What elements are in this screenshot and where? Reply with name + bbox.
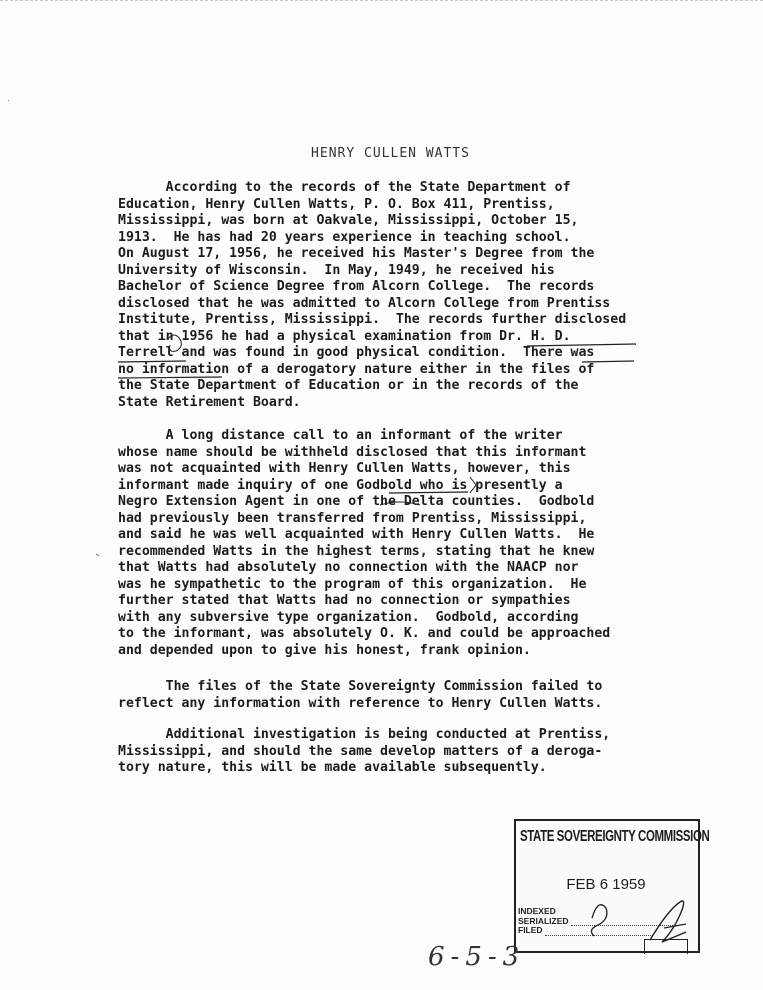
stamp-date: FEB 6 1959	[566, 876, 646, 893]
stamp-field-label: FILED	[518, 925, 543, 935]
document-title: HENRY CULLEN WATTS	[311, 146, 470, 161]
paragraph-records: According to the records of the State Department of Education, Henry Cullen Watts, P. O. Box 411, Prentiss, Mississippi, was born at Oakvale, Mississippi, October 15, 1913. He has had 20 years experience in teaching school. On August 17, 1956, he received his Master's Degree from the University of Wisconsin. In May, 1949, he received his Bachelor of Science Degree from Alcorn College. The records disclosed that he was admitted to Alcorn College from Prentiss Institute, Prentiss, Mississippi. The records further disclosed that in 1956 he had a physical examination from Dr. H. D. Terrell and was found in good physical condition. There was no information of a derogatory nature either in the files of the State Department of Education or in the records of the State Retirement Board.	[118, 180, 627, 410]
paragraph-informant: A long distance call to an informant of the writer whose name should be withheld disclosed that this informant was not acquainted with Henry Cullen Watts, however, this informant made inquiry of one Godbold who is presently a Negro Extension Agent in one of the Delta counties. Godbold had previously been transferred from Prentiss, Mississippi, and said he was well acquainted with Henry Cullen Watts. He recommended Watts in the highest terms, stating that he knew that Watts had absolutely no connection with the NAACP nor was he sympathetic to the program of this organization. He further stated that Watts had no connection or sympathies with any subversive type organization. Godbold, according to the informant, was absolutely O. K. and could be approached and depended upon to give his honest, frank opinion.	[118, 428, 611, 658]
stamp-field-label: INDEXED	[518, 906, 556, 916]
stamp-field-label: SERIALIZED	[518, 915, 569, 926]
paragraph-additional-investigation: Additional investigation is being conducted at Prentiss, Mississippi, and should the same develop matters of a deroga- tory nature, this will be made available subsequently.	[118, 727, 611, 775]
stamp-header: STATE SOVEREIGNTY COMMISSION	[520, 829, 710, 846]
handwritten-file-number: 6-5-3	[428, 942, 526, 972]
paragraph-commission-files: The files of the State Sovereignty Commission failed to reflect any information with reference to Henry Cullen Watts.	[118, 679, 603, 711]
